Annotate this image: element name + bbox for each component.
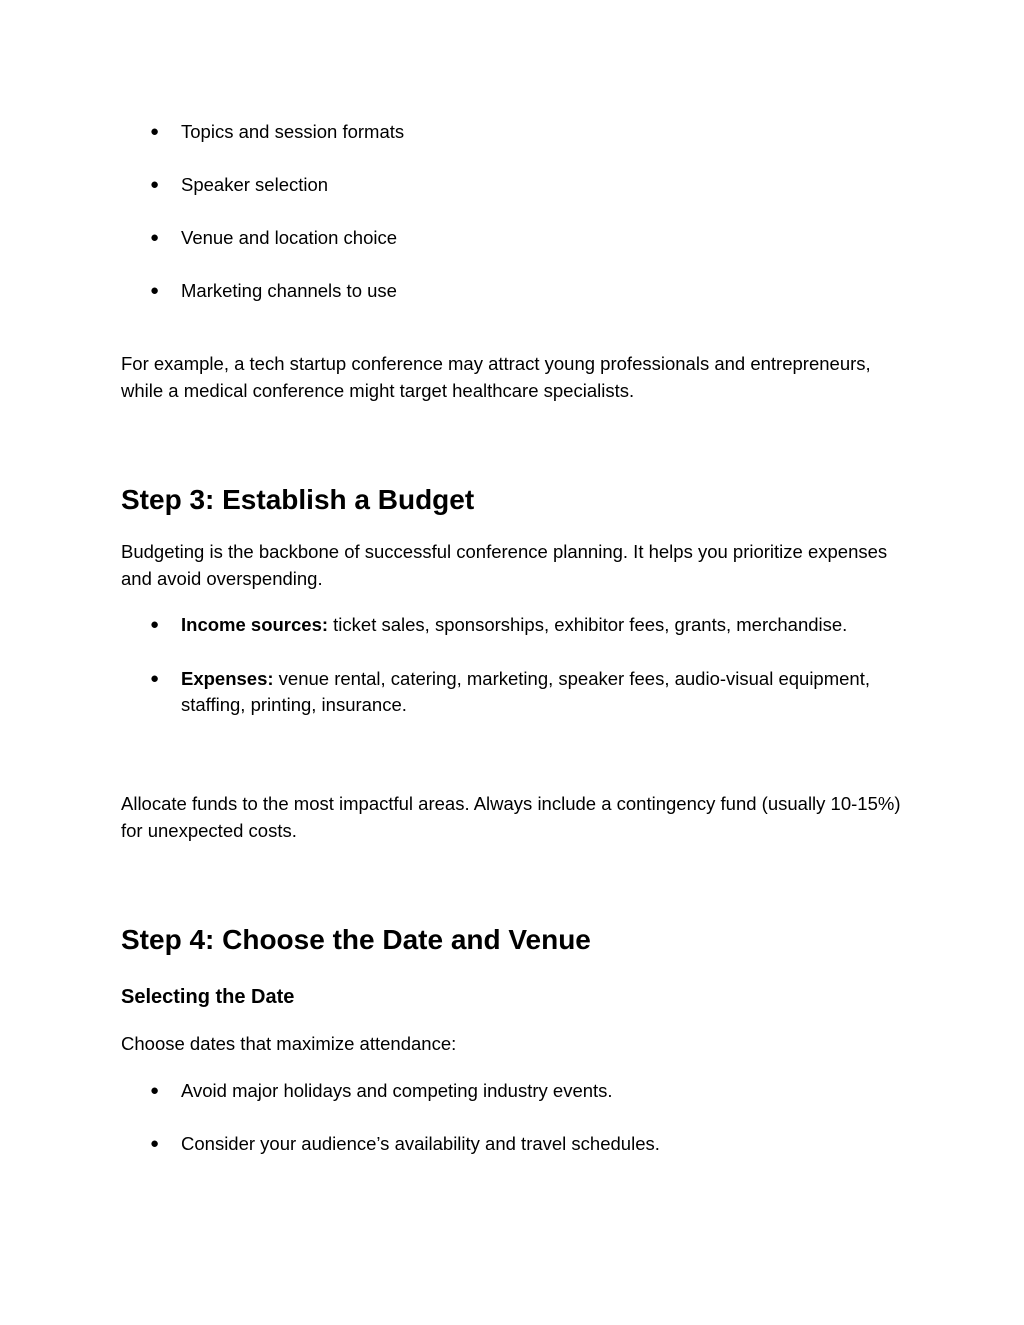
list-item xyxy=(150,1078,890,1105)
step3-intro: Budgeting is the backbone of successful conference planning. It helps you prioritize expenses and avoid overspending. xyxy=(121,541,888,589)
bullet-icon: ● xyxy=(150,176,160,193)
list-item xyxy=(150,1131,890,1158)
list-item-label: Income sources: xyxy=(181,614,329,635)
list-item-text: venue rental, catering, marketing, speaker fees, audio-visual equipment, staffing, printing, insurance. xyxy=(181,667,870,715)
bullet-icon: ● xyxy=(150,669,160,687)
list-item xyxy=(150,172,890,199)
list-item-text: Topics and session formats xyxy=(181,121,405,142)
example-paragraph: For example, a tech startup conference may attract young professionals and entrepreneurs, while a medical conference might target healthcare specialists. xyxy=(121,353,871,401)
bullet-icon: ● xyxy=(150,282,160,299)
list-item-text: Venue and location choice xyxy=(181,227,398,248)
audience-factors-list xyxy=(150,119,890,305)
list-item-text: ticket sales, sponsorships, exhibitor fees, grants, merchandise. xyxy=(328,614,848,635)
step4-heading: Step 4: Choose the Date and Venue xyxy=(121,924,591,955)
bullet-icon: ● xyxy=(150,1135,160,1152)
date-tips-list xyxy=(150,1078,890,1158)
list-item xyxy=(150,278,890,305)
list-item xyxy=(150,666,890,719)
step3-heading: Step 3: Establish a Budget xyxy=(121,484,475,515)
list-item-text: Avoid major holidays and competing industry events. xyxy=(181,1080,613,1101)
list-item-text: Speaker selection xyxy=(181,174,329,195)
list-item-text: Consider your audience’s availability and travel schedules. xyxy=(181,1133,660,1154)
list-item-label: Expenses: xyxy=(181,667,274,689)
list-item-text: Marketing channels to use xyxy=(181,280,397,301)
list-item xyxy=(150,119,890,146)
bullet-icon: ● xyxy=(150,123,160,140)
step4-intro: Choose dates that maximize attendance: xyxy=(121,1033,457,1054)
list-item xyxy=(150,612,890,639)
bullet-icon: ● xyxy=(150,616,160,633)
step3-closing: Allocate funds to the most impactful areas. Always include a contingency fund (usually 10-15%) for unexpected costs. xyxy=(121,793,901,841)
bullet-icon: ● xyxy=(150,1082,160,1099)
step4-subheading: Selecting the Date xyxy=(121,986,295,1008)
bullet-icon: ● xyxy=(150,229,160,246)
list-item xyxy=(150,225,890,252)
budget-items-list xyxy=(150,612,890,719)
